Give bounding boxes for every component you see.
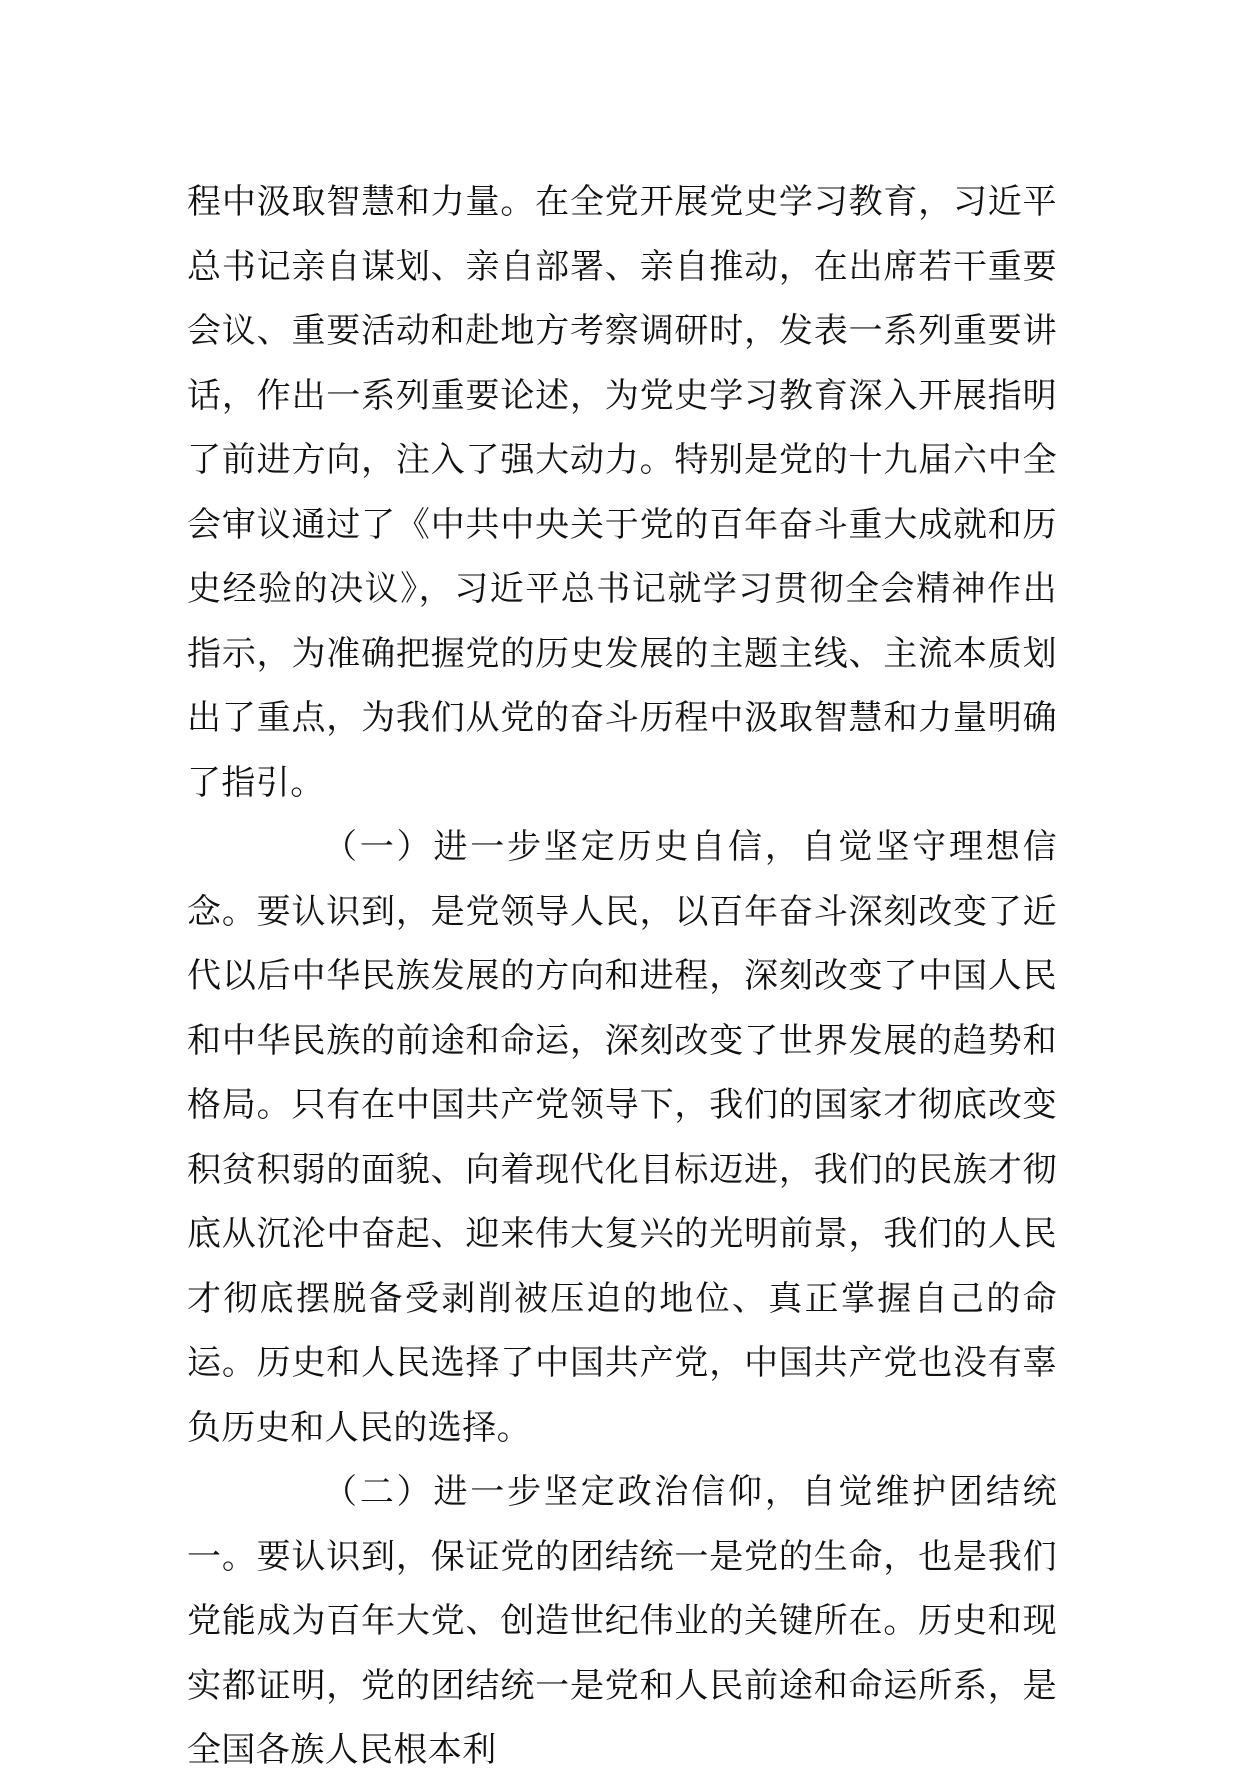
paragraph-section-two: （二）进一步坚定政治信仰，自觉维护团结统一。要认识到，保证党的团结统一是党的生命，也是我们党能成为百年大党、创造世纪伟业的关键所在。历史和现实都证明，党的团结统一是党和人民前途和命运所系，是全国各族人民根本利	[187, 1472, 1057, 1770]
paragraph-section-one: （一）进一步坚定历史自信，自觉坚守理想信念。要认识到，是党领导人民，以百年奋斗深刻改变了近代以后中华民族发展的方向和进程，深刻改变了中国人民和中华民族的前途和命运，深刻改变了世界发展的趋势和格局。只有在中国共产党领导下，我们的国家才彻底改变积贫积弱的面貌、向着现代化目标迈进，我们的民族才彻底从沉沦中奋起、迎来伟大复兴的光明前景，我们的人民才彻底摆脱备受剥削被压迫的地位、真正掌握自己的命运。历史和人民选择了中国共产党，中国共产党也没有辜负历史和人民的选择。	[187, 827, 1057, 1448]
body-text	[187, 170, 1057, 1783]
paragraph-continuation: 程中汲取智慧和力量。在全党开展党史学习教育，习近平总书记亲自谋划、亲自部署、亲自推动，在出席若干重要会议、重要活动和赴地方考察调研时，发表一系列重要讲话，作出一系列重要论述，为党史学习教育深入开展指明了前进方向，注入了强大动力。特别是党的十九届六中全会审议通过了《中共中央关于党的百年奋斗重大成就和历史经验的决议》，习近平总书记就学习贯彻全会精神作出指示，为准确把握党的历史发展的主题主线、主流本质划出了重点，为我们从党的奋斗历程中汲取智慧和力量明确了指引。	[187, 182, 1057, 803]
